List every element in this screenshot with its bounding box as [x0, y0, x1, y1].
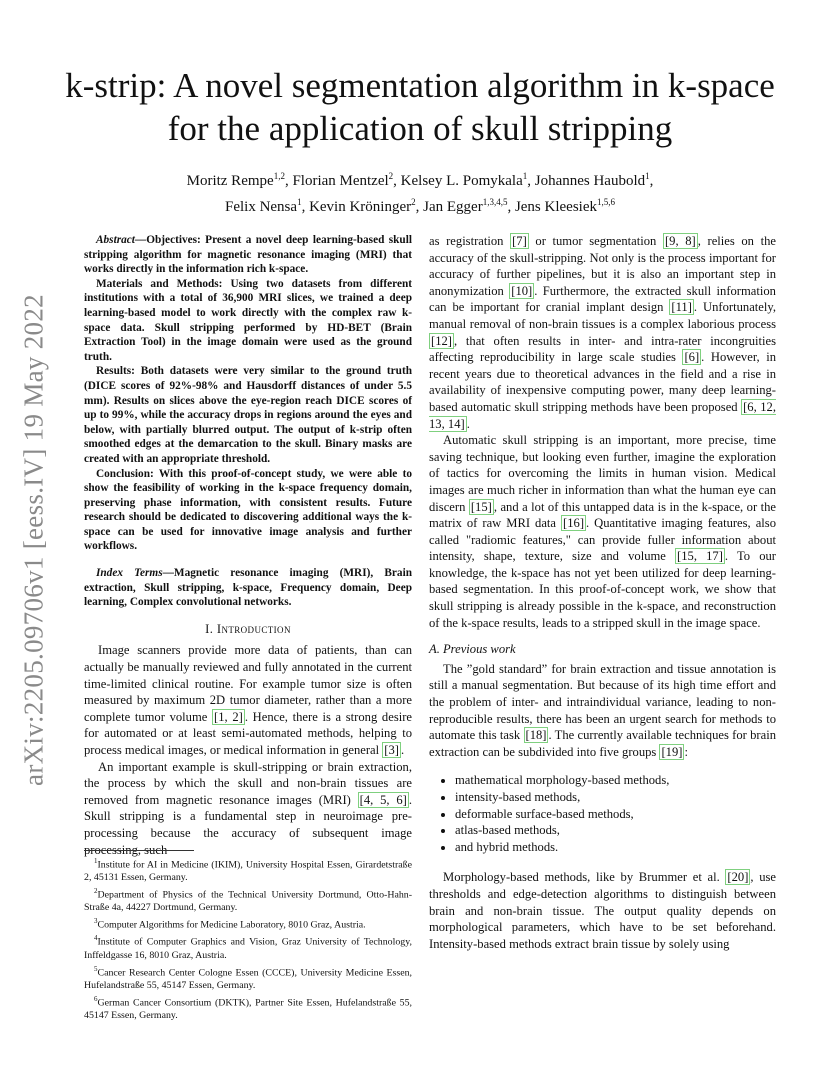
author-affiliation: 2 [388, 171, 394, 181]
author-name: Jens Kleesiek [514, 199, 597, 215]
citation-link[interactable]: [6, 12, 13, 14] [429, 399, 777, 431]
title-line-2: for the application of skull stripping [167, 109, 673, 148]
citation-link[interactable]: [4, 5, 6] [359, 792, 407, 807]
intro-paragraph-4: Automatic skull stripping is an important, more precise, time saving technique, but looking even further, imagine the exploration of tactics for overcoming the limits in human vision. Medical images are much richer in information than what the human eye can discern [15] , and a lot of this untapped data is in the k-space, or the matrix of raw MRI data [16] . Quantitative imaging features, also called "radiomic features," can provide fuller information about intensity, shape, texture, size and volume [15, 17] . To our knowledge, the k-space has not yet been utilized for deep learning-based segmentation. In this proof-of-concept work, we show that skull stripping is already possible in the k-space, and reconstruction of the k-space results, leads to a stripped skull in the image space. [429, 433, 777, 630]
author-affiliation: 1,2 [273, 171, 285, 181]
list-item: • intensity-based methods, [455, 789, 776, 806]
subsection-heading-previous-work: A. Previous work [429, 642, 516, 657]
author-name: Moritz Rempe [186, 173, 274, 189]
author-affiliation: 1,3,4,5 [482, 197, 508, 207]
abstract-conclusion: Conclusion: With this proof-of-concept study, we were able to show the feasibility of working in the k-space frequency domain, preserving phase information, with consistent results. Future research should be dedicated to discovering additional ways the k-space can be used for innovative image analysis and further workflows. [84, 467, 412, 553]
section-heading-introduction: I. Introduction [205, 621, 291, 636]
footnote: $^3$Computer Algorithms for Medicine Laboratory, 8010 Graz, Austria. [94, 917, 366, 931]
citation-link[interactable]: [1, 2] [214, 709, 243, 724]
citation-link[interactable]: [15, 17] [677, 549, 723, 564]
footnote: $^1$Institute for AI in Medicine (IKIM), University Hospital Essen, Girardetstraße 2, 45131 Essen, Germany. [84, 857, 412, 884]
author-line-1: Moritz Rempe$^{1,2}$, Florian Mentzel$^2$, Kelsey L. Pomykala$^1$, Johannes Haubold$^1$, [186, 171, 654, 189]
citation-link[interactable]: [3] [384, 743, 399, 757]
citation-link[interactable]: [10] [511, 283, 533, 298]
title-line-1: k-strip: A novel segmentation algorithm in k-space [65, 66, 775, 105]
author-name: Kevin Kröninger [309, 199, 412, 215]
citation-link[interactable]: [20] [727, 870, 749, 885]
right-column [429, 233, 776, 952]
author-affiliation: 1 [522, 171, 528, 181]
author-name: Felix Nensa [224, 199, 298, 215]
citation-link[interactable]: [16] [563, 516, 585, 531]
footnote: $^4$Institute of Computer Graphics and Vision, Graz University of Technology, Inffeldgasse 16, 8010 Graz, Austria. [84, 934, 412, 961]
method-groups-list [429, 772, 776, 855]
author-name: Kelsey L. Pomykala [400, 173, 523, 189]
citation-link[interactable]: [6] [684, 350, 700, 365]
citation-link[interactable]: [15] [470, 499, 492, 514]
list-item: • deformable surface-based methods, [455, 806, 776, 823]
intro-paragraph-1: Image scanners provide more data of patients, than can actually be manually reviewed and fully annotated in the current time-limited clinical routine. For example tumor size is often measured by maximum 2D tumor diameter, rather than a more complete tumor volume [1, 2] . Hence, there is a strong desire for automated or at least semi-automated methods, helping to process medical images, or medical information in general [3] . [84, 643, 413, 757]
citation-link[interactable]: [19] [661, 744, 683, 759]
list-item: • and hybrid methods. [455, 839, 776, 856]
paper-title [60, 64, 780, 150]
list-item: • mathematical morphology-based methods, [455, 772, 776, 789]
author-affiliation: 2 [411, 197, 416, 207]
abstract-label: Abstract [96, 234, 135, 246]
footnote: $^2$Department of Physics of the Technical University Dortmund, Otto-Hahn-Straße 4a, 44227 Dortmund, Germany. [84, 887, 412, 914]
footnotes [84, 850, 412, 1023]
left-column [84, 233, 412, 858]
abstract-objectives: Abstract—Objectives: Present a novel deep learning-based skull stripping algorithm for magnetic resonance imaging (MRI) that works directly in the information rich k-space. [84, 234, 412, 276]
author-line-2: Felix Nensa$^1$, Kevin Kröninger$^2$, Jan Egger$^{1,3,4,5}$, Jens Kleesiek$^{1,5,6}$ [224, 197, 615, 215]
author-affiliation: 1 [297, 197, 302, 207]
footnote: $^5$Cancer Research Center Cologne Essen (CCCE), University Medicine Essen, Hufelandstraße 55, 45147 Essen, Germany. [84, 964, 412, 991]
citation-link[interactable]: [18] [525, 728, 547, 743]
author-affiliation: 1 [645, 171, 650, 181]
citation-link[interactable]: [7] [512, 234, 527, 248]
citation-link[interactable]: [12] [431, 333, 452, 348]
abstract-methods: Materials and Methods: Using two datasets from different institutions with a total of 36,900 MRI slices, we trained a deep learning-based model to work directly with the complex raw k-space data. Skull stripping performed by HD-BET (Brain Extraction Tool) in the image domain were used as the ground truth. [84, 277, 412, 363]
abstract-results: Results: Both datasets were very similar to the ground truth (DICE scores of 92%-98% and Hausdorff distances of under 5.5 mm). Results on slices above the eye-region reach DICE scores of up to 99%, while the accuracy drops in regions around the eyes and below, with partially blurred output. The output of k-strip often smoothed edges at the demarcation to the skull. Binary masks are created with an appropriate threshold. [84, 365, 412, 465]
previous-work-paragraph-1: The ”gold standard” for brain extraction and tissue annotation is still a manual segmentation. But because of its high time effort and the problem of inter- and intraindividual variance, leading to non-reproducible results, there has been an urgent search for methods to automate this task [18] . The currently available techniques for brain extraction can be subdivided into five groups [19] : [429, 661, 776, 759]
author-name: Johannes Haubold [534, 173, 646, 189]
index-terms-label: Index Terms [96, 567, 163, 580]
previous-work-paragraph-2: Morphology-based methods, like by Brummer et al. [20] , use thresholds and edge-detection algorithms to distinguish between brain and non-brain tissue. The output quality depends on morphological parameters, which have to be set beforehand. Intensity-based methods extract brain tissue by solely using [429, 870, 776, 951]
list-item: • atlas-based methods, [455, 822, 776, 839]
arxiv-stamp-text[interactable]: arXiv:2205.09706v1 [eess.IV] 19 May 2022 [18, 294, 49, 786]
intro-paragraph-2: An important example is skull-stripping or brain extraction, the process by which the skull and non-brain tissues are removed from magnetic resonance images (MRI) [4, 5, 6] . Skull stripping is a fundamental step in neuroimage pre-processing because the accuracy of subsequent image processing, such [84, 759, 412, 857]
author-name: Jan Egger [423, 199, 483, 215]
author-list [80, 166, 760, 218]
citation-link[interactable]: [9, 8] [664, 234, 696, 248]
footnote-rule [84, 850, 194, 851]
citation-link[interactable]: [11] [671, 300, 692, 315]
author-name: Florian Mentzel [292, 173, 389, 189]
arxiv-stamp [14, 280, 54, 800]
intro-paragraph-3: as registration [7] or tumor segmentation [9, 8] , relies on the accuracy of the skull-stripping. Not only is the process important for accuracy of further pipelines, but it is also an important step in anonymization [10] . Furthermore, the extracted skull information can be important for cranial implant design [11] . Unfortunately, manual removal of non-brain tissues is a complex laborious process [12] , that often results in inter- and intra-rater incongruities affecting reproducibility in large scale studies [6] . However, in recent years due to theoretical advances in the field and a rise in availability of inexpensive computing power, many deep learning-based automatic skull stripping methods have been proposed [6, 12, 13, 14] . [429, 234, 777, 431]
author-affiliation: 1,5,6 [597, 197, 615, 207]
footnote: $^6$German Cancer Consortium (DKTK), Partner Site Essen, Hufelandstraße 55, 45147 Essen, Germany. [84, 994, 412, 1021]
index-terms: Index Terms—Magnetic resonance imaging (MRI), Brain extraction, Skull stripping, k-space, Frequency domain, Deep learning, Complex convolutional networks. [84, 567, 412, 609]
